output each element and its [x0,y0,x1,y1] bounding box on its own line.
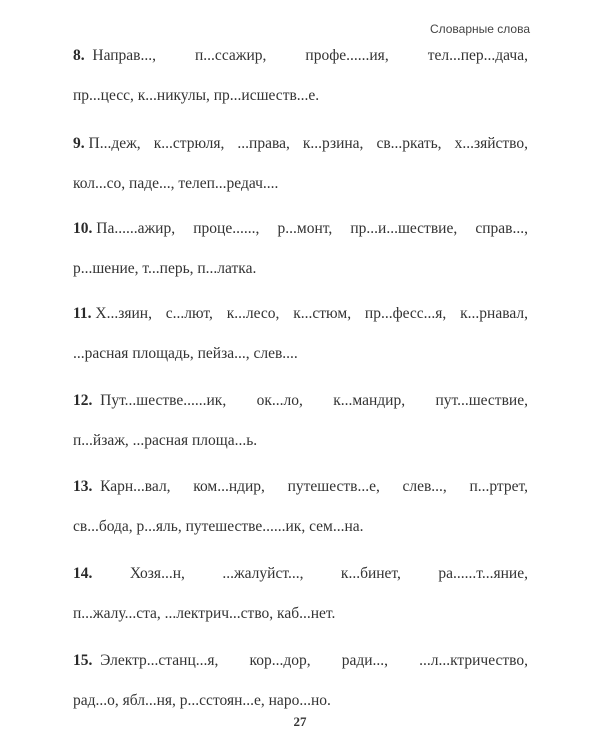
exercise-line-1 [73,209,528,249]
exercise-12 [73,381,528,461]
word: к...рнавал, [460,305,528,322]
exercise-10 [73,209,528,289]
exercise-line-2: п...жалу...ста, ...лектрич...ство, каб...нет. [73,605,336,622]
word: с...лют, [165,305,213,322]
word: Па......ажир, [96,220,176,237]
word: к...мандир, [333,392,406,409]
exercise-line-2: р...шение, т...перь, п...латка. [73,260,257,277]
exercise-line-1 [73,554,528,594]
word: Направ..., [92,47,156,64]
exercise-14 [73,554,528,634]
exercise-line-2: пр...цесс, к...никулы, пр...исшеств...е. [73,87,320,104]
word: путешеств...е, [287,478,380,495]
word: п...ртрет, [469,478,528,495]
page-number: 27 [293,714,307,729]
word: р...монт, [277,220,333,237]
exercise-line-2: рад...о, ябл...ня, р...сстоян...е, наро...но. [73,692,331,709]
word: к...стюм, [293,305,352,322]
word: справ..., [475,220,528,237]
exercise-15 [73,641,528,721]
exercise-line-1 [73,641,528,681]
word: П...деж, [88,135,141,152]
word: к...лесо, [226,305,280,322]
word: ...права, [237,135,290,152]
exercise-line-1 [73,124,528,164]
exercise-line-1 [73,467,528,507]
exercise-number: 8. [73,47,85,64]
word: к...рзина, [302,135,364,152]
exercise-9 [73,124,528,204]
exercise-number: 14. [73,565,93,582]
word: Хозя...н, [129,565,185,582]
exercise-number: 12. [73,392,93,409]
word: ...л...ктричество, [419,652,528,669]
exercise-11 [73,294,528,374]
word: профе......ия, [305,47,389,64]
page-header-title: Словарные слова [429,22,530,36]
word: ок...ло, [256,392,303,409]
exercise-line-1 [73,36,528,76]
word: ком...ндир, [193,478,265,495]
exercise-line-1 [73,294,528,334]
word: ...жалуйст..., [222,565,304,582]
word: ра......т...яние, [438,565,528,582]
exercise-line-2: св...бода, р...яль, путешестве......ик, сем...на. [73,518,364,535]
word: х...зяйство, [454,135,528,152]
word: Пут...шестве......ик, [100,392,227,409]
exercise-number: 9. [73,135,85,152]
exercise-8 [73,36,528,116]
word: св...ркать, [376,135,442,152]
word: Электр...станц...я, [100,652,219,669]
exercise-line-1 [73,381,528,421]
exercise-13 [73,467,528,547]
exercise-number: 11. [73,305,92,322]
word: Карн...вал, [100,478,171,495]
word: п...ссажир, [195,47,267,64]
exercise-number: 15. [73,652,93,669]
word: кор...дор, [249,652,311,669]
exercise-line-2: кол...со, паде..., телеп...редач.... [73,175,279,192]
exercise-line-2: ...расная площадь, пейза..., слев.... [73,345,298,362]
word: к...стрюля, [153,135,225,152]
word: ради..., [341,652,389,669]
word: тел...пер...дача, [427,47,528,64]
word: к...бинет, [340,565,401,582]
exercise-line-2: п...йзаж, ...расная площа...ь. [73,432,258,449]
word: Х...зяин, [95,305,152,322]
word: проце......, [193,220,260,237]
word: пр...фесс...я, [364,305,447,322]
word: слев..., [402,478,447,495]
exercise-number: 10. [73,220,93,237]
word: пр...и...шествие, [350,220,458,237]
exercise-number: 13. [73,478,93,495]
word: пут...шествие, [435,392,528,409]
